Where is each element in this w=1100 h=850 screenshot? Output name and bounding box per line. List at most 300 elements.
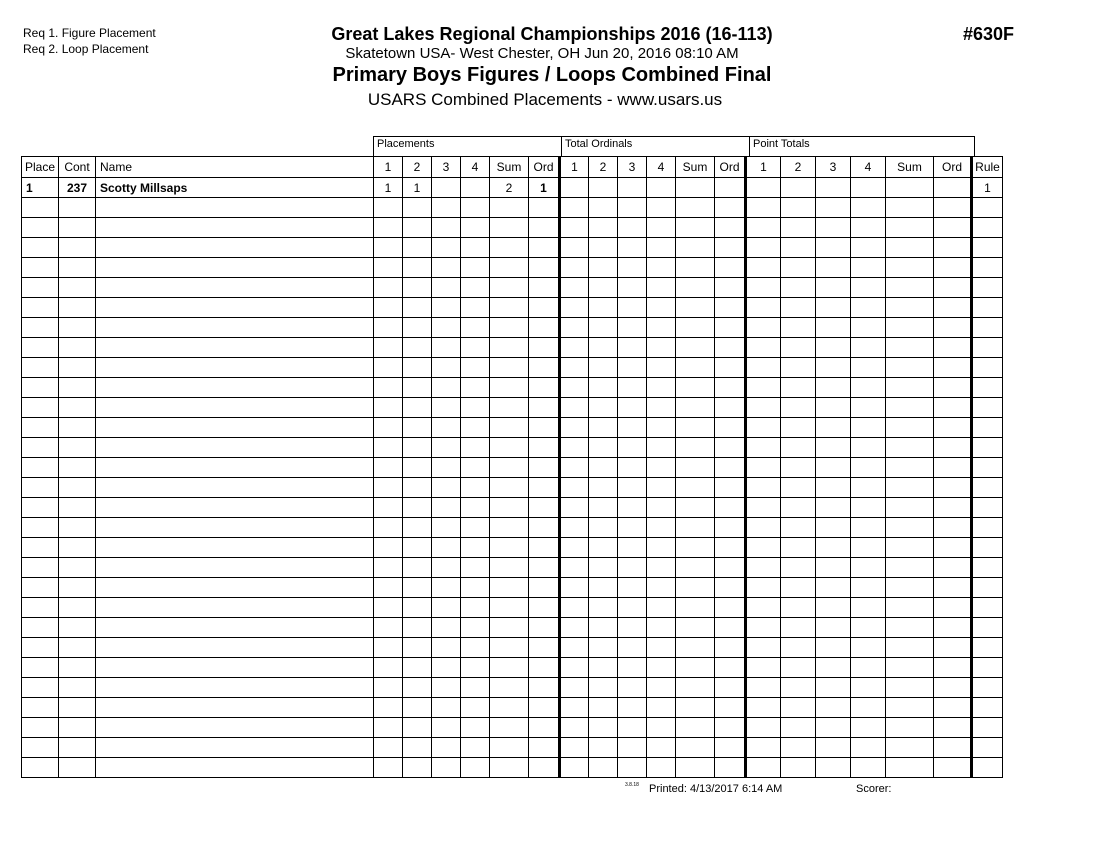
total-ordinals-group-header: Total Ordinals (561, 136, 749, 156)
table-cell (529, 458, 560, 478)
table-cell (781, 718, 816, 738)
table-cell (589, 218, 618, 238)
table-cell (934, 178, 972, 198)
table-cell (715, 398, 746, 418)
table-row (22, 418, 1003, 438)
table-cell (403, 198, 432, 218)
table-cell (461, 238, 490, 258)
table-cell (934, 198, 972, 218)
table-cell (432, 438, 461, 458)
table-cell (676, 498, 715, 518)
table-cell (886, 418, 934, 438)
table-cell (972, 738, 1003, 758)
table-cell (22, 538, 59, 558)
table-cell (490, 698, 529, 718)
table-cell (934, 638, 972, 658)
table-cell (781, 458, 816, 478)
table-cell (403, 738, 432, 758)
table-cell (851, 578, 886, 598)
table-cell (972, 218, 1003, 238)
table-cell (972, 338, 1003, 358)
table-cell (461, 598, 490, 618)
table-cell (781, 278, 816, 298)
table-cell (715, 418, 746, 438)
table-cell (746, 238, 781, 258)
table-cell (676, 278, 715, 298)
table-cell (490, 598, 529, 618)
table-cell (59, 258, 96, 278)
table-cell (374, 758, 403, 778)
table-cell (432, 398, 461, 418)
table-cell (589, 718, 618, 738)
table-cell (972, 298, 1003, 318)
table-cell (618, 498, 647, 518)
table-cell (432, 658, 461, 678)
table-cell (589, 498, 618, 518)
table-cell (972, 598, 1003, 618)
table-cell (781, 538, 816, 558)
table-cell (529, 338, 560, 358)
table-cell (746, 558, 781, 578)
table-cell (490, 198, 529, 218)
table-cell (618, 218, 647, 238)
table-cell (22, 398, 59, 418)
table-cell (676, 618, 715, 638)
table-cell (589, 738, 618, 758)
table-cell (96, 378, 374, 398)
table-cell (886, 758, 934, 778)
table-cell (529, 718, 560, 738)
table-cell (403, 758, 432, 778)
table-cell (490, 218, 529, 238)
table-cell (490, 538, 529, 558)
table-cell (403, 598, 432, 618)
table-cell (715, 658, 746, 678)
table-cell (816, 578, 851, 598)
table-cell (618, 418, 647, 438)
table-cell (851, 518, 886, 538)
table-cell (59, 318, 96, 338)
table-cell (746, 418, 781, 438)
requirement-1: Req 1. Figure Placement (23, 26, 156, 40)
table-cell (816, 278, 851, 298)
table-cell (59, 538, 96, 558)
table-cell (529, 598, 560, 618)
table-cell (490, 738, 529, 758)
table-cell (715, 518, 746, 538)
table-cell (461, 478, 490, 498)
table-cell (59, 518, 96, 538)
table-cell (432, 578, 461, 598)
table-cell (972, 518, 1003, 538)
table-cell (461, 218, 490, 238)
table-cell (529, 518, 560, 538)
table-row (22, 458, 1003, 478)
table-cell (59, 738, 96, 758)
table-cell (96, 318, 374, 338)
table-cell (589, 278, 618, 298)
table-cell (886, 678, 934, 698)
table-cell (59, 558, 96, 578)
table-cell (374, 578, 403, 598)
table-cell (96, 198, 374, 218)
table-cell (59, 278, 96, 298)
table-cell (22, 498, 59, 518)
table-cell (851, 318, 886, 338)
table-cell (461, 438, 490, 458)
table-cell (374, 698, 403, 718)
table-cell (886, 538, 934, 558)
table-cell (560, 678, 589, 698)
table-cell (934, 298, 972, 318)
table-cell (934, 258, 972, 278)
table-cell (972, 278, 1003, 298)
table-cell (529, 498, 560, 518)
table-cell (461, 658, 490, 678)
table-row (22, 178, 1003, 198)
table-row (22, 558, 1003, 578)
table-cell (59, 718, 96, 738)
table-cell (529, 318, 560, 338)
table-cell (22, 218, 59, 238)
table-cell (560, 378, 589, 398)
table-row (22, 578, 1003, 598)
table-cell (676, 218, 715, 238)
table-cell (618, 258, 647, 278)
table-cell (746, 198, 781, 218)
table-cell (816, 338, 851, 358)
table-cell (715, 438, 746, 458)
table-cell (96, 498, 374, 518)
table-row (22, 278, 1003, 298)
table-cell (746, 498, 781, 518)
table-cell (972, 418, 1003, 438)
table-cell (59, 458, 96, 478)
table-cell (374, 238, 403, 258)
column-header: Rule (972, 157, 1003, 178)
table-cell (618, 698, 647, 718)
table-cell (676, 558, 715, 578)
table-cell (589, 678, 618, 698)
table-cell (374, 338, 403, 358)
table-cell (647, 698, 676, 718)
table-cell (374, 378, 403, 398)
table-row (22, 678, 1003, 698)
table-cell (560, 758, 589, 778)
table-cell (934, 498, 972, 518)
table-cell (746, 638, 781, 658)
table-cell (22, 458, 59, 478)
table-cell (432, 718, 461, 738)
table-row (22, 358, 1003, 378)
table-cell (403, 478, 432, 498)
table-cell (676, 418, 715, 438)
table-cell (715, 538, 746, 558)
table-cell (934, 658, 972, 678)
printed-timestamp: Printed: 4/13/2017 6:14 AM (649, 783, 783, 795)
table-cell (560, 178, 589, 198)
table-cell (715, 698, 746, 718)
table-cell (529, 358, 560, 378)
table-cell (490, 358, 529, 378)
table-cell (781, 738, 816, 758)
table-cell (560, 698, 589, 718)
table-cell: 2 (490, 178, 529, 198)
table-cell (618, 238, 647, 258)
table-cell (972, 538, 1003, 558)
table-cell (972, 258, 1003, 278)
table-cell (403, 338, 432, 358)
table-cell (618, 678, 647, 698)
table-cell (461, 738, 490, 758)
table-cell (781, 298, 816, 318)
table-cell (676, 378, 715, 398)
table-cell (676, 698, 715, 718)
table-cell (781, 678, 816, 698)
table-cell (851, 638, 886, 658)
table-cell (22, 418, 59, 438)
table-cell (529, 418, 560, 438)
table-cell (432, 478, 461, 498)
table-cell (432, 598, 461, 618)
table-cell: 1 (22, 178, 59, 198)
table-cell (403, 278, 432, 298)
table-cell (618, 658, 647, 678)
table-cell (560, 718, 589, 738)
table-cell (972, 238, 1003, 258)
table-cell (746, 358, 781, 378)
table-cell (676, 578, 715, 598)
table-cell (676, 318, 715, 338)
table-cell (560, 398, 589, 418)
table-cell (934, 218, 972, 238)
scorer-label: Scorer: (856, 783, 892, 795)
table-cell (851, 678, 886, 698)
table-cell (934, 338, 972, 358)
table-cell (781, 658, 816, 678)
table-row (22, 318, 1003, 338)
table-cell (886, 458, 934, 478)
table-cell (560, 338, 589, 358)
table-cell (560, 258, 589, 278)
table-cell (96, 678, 374, 698)
table-cell (22, 738, 59, 758)
table-cell (816, 758, 851, 778)
table-cell (461, 578, 490, 598)
table-cell (618, 398, 647, 418)
table-cell (560, 638, 589, 658)
table-cell (715, 178, 746, 198)
table-cell (403, 498, 432, 518)
table-cell (781, 238, 816, 258)
table-cell (886, 358, 934, 378)
table-cell (851, 258, 886, 278)
table-cell (22, 638, 59, 658)
table-cell (529, 258, 560, 278)
table-cell (618, 438, 647, 458)
table-cell (432, 418, 461, 438)
table-cell (589, 538, 618, 558)
table-cell (715, 618, 746, 638)
column-header: Sum (490, 157, 529, 178)
table-cell (374, 298, 403, 318)
table-cell (781, 518, 816, 538)
table-cell (22, 298, 59, 318)
table-cell (96, 398, 374, 418)
table-cell (589, 318, 618, 338)
table-cell (96, 578, 374, 598)
table-cell (886, 298, 934, 318)
table-cell (886, 578, 934, 598)
table-cell (972, 458, 1003, 478)
table-cell (746, 458, 781, 478)
table-cell (851, 338, 886, 358)
table-cell (886, 498, 934, 518)
table-cell (374, 638, 403, 658)
table-cell (490, 458, 529, 478)
column-header: 1 (746, 157, 781, 178)
table-cell (934, 538, 972, 558)
table-cell (886, 738, 934, 758)
table-cell (461, 538, 490, 558)
table-cell (59, 598, 96, 618)
table-cell (647, 178, 676, 198)
table-row (22, 618, 1003, 638)
table-row (22, 378, 1003, 398)
table-cell (851, 758, 886, 778)
table-cell (781, 198, 816, 218)
table-cell (934, 318, 972, 338)
table-cell (676, 198, 715, 218)
table-cell (816, 698, 851, 718)
table-row (22, 438, 1003, 458)
table-cell (816, 638, 851, 658)
table-cell (59, 678, 96, 698)
table-header-row (22, 157, 1003, 178)
table-cell (746, 478, 781, 498)
table-cell (589, 198, 618, 218)
table-cell (589, 398, 618, 418)
table-cell (972, 318, 1003, 338)
table-cell (560, 658, 589, 678)
table-cell (529, 738, 560, 758)
table-cell (934, 458, 972, 478)
table-cell (59, 478, 96, 498)
table-cell (934, 378, 972, 398)
table-cell (886, 238, 934, 258)
table-cell (676, 518, 715, 538)
table-cell (59, 338, 96, 358)
table-cell (647, 298, 676, 318)
table-cell (647, 378, 676, 398)
table-cell (374, 658, 403, 678)
table-cell (851, 658, 886, 678)
table-cell (746, 318, 781, 338)
table-cell (972, 718, 1003, 738)
table-cell (934, 758, 972, 778)
table-cell (746, 718, 781, 738)
table-cell (647, 338, 676, 358)
table-cell (432, 298, 461, 318)
table-cell (589, 598, 618, 618)
table-cell (886, 598, 934, 618)
table-cell (647, 318, 676, 338)
event-title: Great Lakes Regional Championships 2016 (16-113) (331, 24, 773, 44)
event-name: Primary Boys Figures / Loops Combined Final (332, 64, 772, 86)
table-cell (816, 718, 851, 738)
table-cell (886, 278, 934, 298)
table-cell (589, 478, 618, 498)
table-cell (529, 658, 560, 678)
table-cell (746, 518, 781, 538)
table-cell (972, 698, 1003, 718)
table-cell (618, 278, 647, 298)
table-row (22, 598, 1003, 618)
table-cell (851, 598, 886, 618)
table-cell (589, 698, 618, 718)
table-cell (816, 378, 851, 398)
table-cell (22, 618, 59, 638)
table-cell (59, 398, 96, 418)
table-cell (432, 538, 461, 558)
table-cell (589, 458, 618, 478)
table-row (22, 198, 1003, 218)
table-cell (59, 298, 96, 318)
table-cell (432, 618, 461, 638)
table-cell (403, 358, 432, 378)
table-cell (490, 658, 529, 678)
table-cell (403, 538, 432, 558)
table-cell (461, 198, 490, 218)
table-cell (560, 538, 589, 558)
table-cell (781, 178, 816, 198)
table-cell (432, 518, 461, 538)
table-cell (715, 638, 746, 658)
table-row (22, 738, 1003, 758)
table-cell (96, 338, 374, 358)
table-cell (589, 338, 618, 358)
table-cell (22, 718, 59, 738)
table-cell (647, 418, 676, 438)
table-cell (96, 438, 374, 458)
table-cell (715, 758, 746, 778)
table-cell (432, 198, 461, 218)
table-cell (374, 478, 403, 498)
table-cell (22, 438, 59, 458)
table-cell (647, 278, 676, 298)
table-cell (560, 518, 589, 538)
table-cell (461, 558, 490, 578)
table-cell (647, 438, 676, 458)
table-cell (374, 558, 403, 578)
table-cell (647, 518, 676, 538)
table-row (22, 218, 1003, 238)
table-cell (715, 298, 746, 318)
table-cell (461, 498, 490, 518)
table-cell (96, 298, 374, 318)
table-cell (589, 258, 618, 278)
placements-group-header: Placements (373, 136, 561, 156)
table-cell (746, 338, 781, 358)
table-cell (589, 378, 618, 398)
table-cell (746, 578, 781, 598)
table-cell (490, 238, 529, 258)
column-header: 4 (461, 157, 490, 178)
table-row (22, 298, 1003, 318)
table-cell (676, 598, 715, 618)
table-cell (403, 718, 432, 738)
table-cell (816, 458, 851, 478)
